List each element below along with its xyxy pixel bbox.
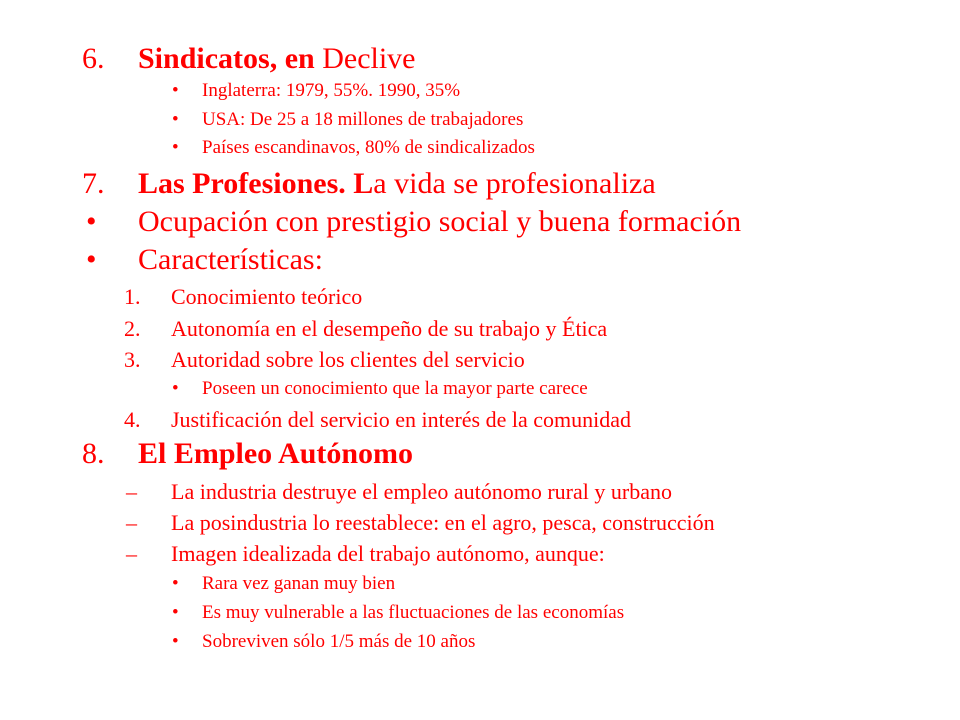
item-text: Sobreviven sólo 1/5 más de 10 años [202, 631, 476, 652]
heading-bold: El Empleo Autónomo [138, 437, 414, 470]
item-text: Imagen idealizada del trabajo autónomo, aunque: [171, 541, 605, 566]
bullet-marker: • [172, 137, 179, 158]
bullet-marker: • [172, 631, 179, 652]
number-marker: 2. [124, 316, 141, 341]
bullet-marker: • [172, 109, 179, 130]
dash-marker: – [126, 510, 137, 535]
bullet-marker: • [172, 602, 179, 623]
heading-rest: Declive [314, 42, 416, 75]
item-text: Rara vez ganan muy bien [202, 573, 396, 594]
heading-bold: Las Profesiones. L [138, 167, 374, 200]
bullet-marker: • [172, 378, 179, 399]
bullet-marker: • [172, 573, 179, 594]
bullet-marker: • [86, 205, 97, 238]
item-text: Justificación del servicio en interés de la comunidad [171, 407, 632, 432]
item-text: Inglaterra: 1979, 55%. 1990, 35% [202, 80, 461, 101]
heading-rest: a vida se profesionaliza [373, 167, 656, 200]
item-text: Conocimiento teórico [171, 284, 363, 309]
number-marker: 1. [124, 284, 141, 309]
item-text: Es muy vulnerable a las fluctuaciones de las economías [202, 602, 625, 623]
item-text: Autoridad sobre los clientes del servicio [171, 347, 525, 372]
list-marker: 6. [82, 42, 105, 75]
item-text: Países escandinavos, 80% de sindicalizados [202, 137, 535, 158]
number-marker: 3. [124, 347, 141, 372]
heading-bold: Sindicatos, en [138, 42, 315, 75]
dash-marker: – [126, 541, 137, 566]
list-marker: 7. [82, 167, 105, 200]
item-text: La posindustria lo reestablece: en el agro, pesca, construcción [171, 510, 715, 535]
item-text: USA: De 25 a 18 millones de trabajadores [202, 109, 524, 130]
item-text: Autonomía en el desempeño de su trabajo y Ética [171, 316, 608, 341]
item-text: La industria destruye el empleo autónomo rural y urbano [171, 479, 672, 504]
dash-marker: – [126, 479, 137, 504]
item-text: Características: [138, 243, 323, 276]
item-text: Poseen un conocimiento que la mayor parte carece [202, 378, 588, 399]
item-text: Ocupación con prestigio social y buena formación [138, 205, 742, 238]
number-marker: 4. [124, 407, 141, 432]
bullet-marker: • [86, 243, 97, 276]
bullet-marker: • [172, 80, 179, 101]
list-marker: 8. [82, 437, 105, 470]
